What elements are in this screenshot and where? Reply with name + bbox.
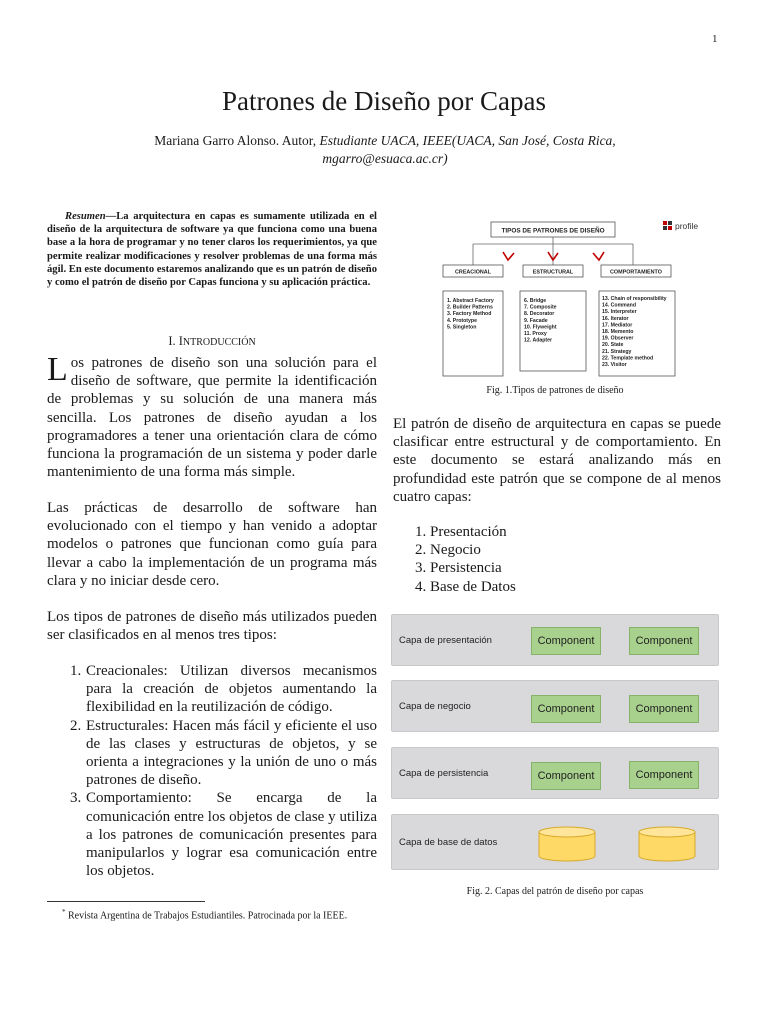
list-item-text: Estructurales: Hacen más fácil y eficiente el uso de las clases y estructuras de objetos, y se orienta a integraciones y la unión de uno o más patrones de diseño. xyxy=(86,717,377,789)
fig1-pattern-item: 22. Template method xyxy=(602,355,654,362)
database-icon xyxy=(538,826,596,862)
fig1-pattern-item: 18. Memento xyxy=(602,329,634,335)
layer-business xyxy=(391,680,719,732)
fig1-pattern-item: 20. State xyxy=(602,342,624,349)
drop-cap: L xyxy=(47,351,68,388)
author-name: Mariana Garro Alonso. Autor, xyxy=(154,133,320,148)
author-affiliation: Estudiante UACA, IEEE(UACA, San José, Costa Rica, xyxy=(319,133,616,148)
figure-1-diagram xyxy=(393,210,717,380)
section-number: I. xyxy=(168,334,176,348)
figure-2-caption: Fig. 2. Capas del patrón de diseño por capas xyxy=(466,886,644,897)
layer-label: Capa de presentación xyxy=(399,634,492,646)
paper-title: Patrones de Diseño por Capas xyxy=(222,86,546,116)
fig1-pattern-item: 17. Mediator xyxy=(602,322,633,329)
section-first-letter: I xyxy=(178,334,183,348)
list-item-number: 2. xyxy=(70,717,82,734)
layers-paragraph: El patrón de diseño de arquitectura en capas se puede clasificar entre estructural y de comportamiento. En este documento se estará analizando más en profundidad este patrón que se compone de al menos cuatro capas: xyxy=(393,416,721,505)
fig1-pattern-item: 8. Decorator xyxy=(524,311,555,318)
list-item-text: Comportamiento: Se encarga de la comunicación entre los objetos de clase y utiliza a los patrones de comunicación presentes para manipularlos y lograr esa comunicación entre los objetos. xyxy=(86,790,377,880)
component-box: Component xyxy=(531,695,601,723)
figure-1-caption: Fig. 1.Tipos de patrones de diseño xyxy=(486,385,624,396)
list-item: 3. Persistencia xyxy=(415,560,502,577)
intro-paragraph-2: Las prácticas de desarrollo de software han evolucionado con el tiempo y han venido a adoptar modelos o patrones que funcionan como guía para llevar a cabo la implementación de un programa más clara y no iniciar desde cero. xyxy=(47,500,377,589)
list-item xyxy=(70,662,377,717)
layer-label: Capa de persistencia xyxy=(399,767,489,779)
fig1-category: COMPORTAMIENTO xyxy=(610,269,662,276)
database-icon xyxy=(638,826,696,862)
layer-persistence xyxy=(391,747,719,799)
layer-database xyxy=(391,814,719,870)
component-box: Component xyxy=(629,627,699,655)
pattern-types-list xyxy=(70,662,377,880)
fig1-red-arrows xyxy=(503,252,604,260)
list-item: 1. Presentación xyxy=(415,524,507,540)
fig1-pattern-item: 19. Observer xyxy=(602,335,634,342)
fig1-pattern-item: 1. Abstract Factory xyxy=(447,298,494,304)
fig1-pattern-item: 13. Chain of responsibility xyxy=(602,296,667,302)
fig1-category: CREACIONAL xyxy=(455,269,491,276)
fig1-pattern-item: 9. Facade xyxy=(524,317,548,324)
layer-label: Capa de negocio xyxy=(399,700,471,712)
intro-paragraph-1 xyxy=(47,351,377,481)
fig1-pattern-item: 4. Prototype xyxy=(447,317,477,324)
fig1-pattern-item: 6. Bridge xyxy=(524,298,547,304)
fig1-pattern-item: 7. Composite xyxy=(524,304,557,311)
section-heading xyxy=(47,334,377,349)
list-item-number: 1. xyxy=(70,663,82,679)
fig1-pattern-item: 3. Factory Method xyxy=(447,311,492,318)
fig1-pattern-item: 21. Strategy xyxy=(602,348,632,355)
author-line xyxy=(130,132,640,168)
footnote-text: Revista Argentina de Trabajos Estudiantiles. Patrocinada por la IEEE. xyxy=(65,910,348,922)
author-email: mgarro@esuaca.ac.cr) xyxy=(322,151,448,166)
list-item xyxy=(70,789,377,880)
section-title-rest: NTRODUCCIÓN xyxy=(182,337,256,348)
footnote xyxy=(62,908,382,921)
list-item xyxy=(70,717,377,790)
fig1-logo-text: profile xyxy=(675,221,699,231)
fig1-pattern-item: 11. Proxy xyxy=(524,331,547,337)
component-box: Component xyxy=(629,761,699,789)
fig1-pattern-item: 15. Interpreter xyxy=(602,309,637,316)
page-number: 1 xyxy=(712,33,718,45)
abstract-text: —La arquitectura en capas es sumamente utilizada en el diseño de la arquitectura de software ya que funciona como una buena base a la hora de programar y no tener claros los requerimientos, ya que permite realizar modificaciones y resolver problemas de una forma más ágil. En este documento estaremos analizando que es un patrón de diseño y como el patrón de diseño por Capas funciona y su aplicación práctica. xyxy=(47,211,377,289)
fig1-category: ESTRUCTURAL xyxy=(532,269,574,276)
list-item-number: 3. xyxy=(70,790,82,807)
layers-list xyxy=(415,523,516,596)
list-item: 4. Base de Datos xyxy=(415,578,516,595)
profile-logo-icon xyxy=(663,221,672,230)
fig1-pattern-item: 10. Flyweight xyxy=(524,324,557,331)
fig1-pattern-item: 2. Builder Patterns xyxy=(447,304,493,311)
fig1-pattern-item: 12. Adapter xyxy=(524,337,553,344)
fig1-pattern-item: 5. Singleton xyxy=(447,324,477,331)
footnote-rule xyxy=(47,901,205,902)
fig1-header: TIPOS DE PATRONES DE DISEÑO xyxy=(501,227,605,235)
fig1-pattern-item: 23. Visitor xyxy=(602,362,627,368)
fig1-pattern-item: 16. Iterator xyxy=(602,315,629,322)
component-box: Component xyxy=(629,695,699,723)
list-item-text: Creacionales: Utilizan diversos mecanismos para la creación de objetos aumentando la flexibilidad en la reutilización de código. xyxy=(86,663,377,716)
abstract-label: Resumen xyxy=(65,211,106,222)
fig1-pattern-item: 14. Command xyxy=(602,302,637,309)
component-box: Component xyxy=(531,762,601,790)
footnote-marker: * xyxy=(62,908,66,916)
list-item: 2. Negocio xyxy=(415,542,481,559)
intro-paragraph-3: Los tipos de patrones de diseño más utilizados pueden ser clasificados en al menos tres tipos: xyxy=(47,609,377,644)
intro-paragraph-1-text: os patrones de diseño son una solución para el diseño de software, que permite la identificación de problemas y su solución de una manera más sencilla. Los patrones de diseño ayudan a los programadores a tener una orientación clara de cómo funciona la programación de un sistema y poder darle mantenimiento de una forma más simple. xyxy=(47,355,377,481)
layer-presentation xyxy=(391,614,719,666)
abstract xyxy=(47,210,377,289)
component-box: Component xyxy=(531,627,601,655)
layer-label: Capa de base de datos xyxy=(399,836,498,848)
